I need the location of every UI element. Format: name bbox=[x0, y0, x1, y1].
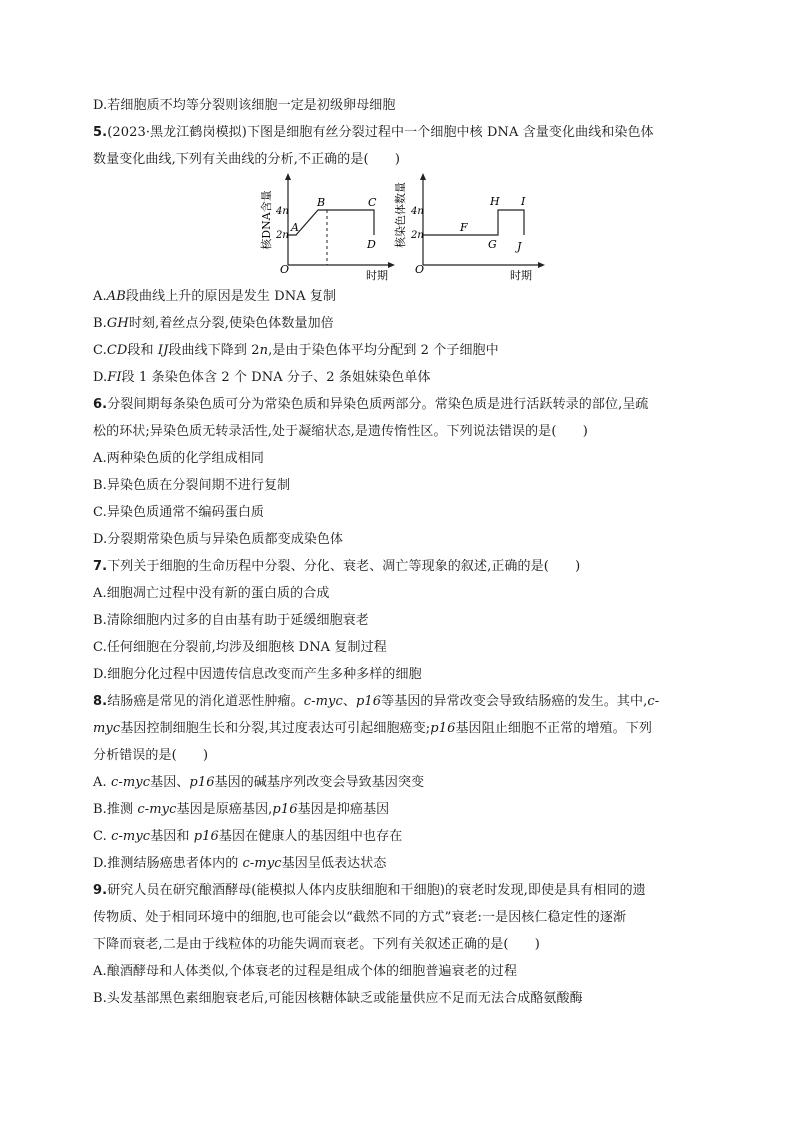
q8-stem1-c: 等基因的异常改变会导致结肠癌的发生。其中, bbox=[381, 694, 648, 709]
q7-option-a bbox=[93, 585, 734, 603]
q8-stem2-b: 基因阻止细胞不正常的增殖。下列 bbox=[455, 721, 652, 736]
q7-option-d bbox=[93, 666, 734, 684]
q5-c-mid2: 段曲线下降到 2 bbox=[168, 343, 260, 358]
left-tick-2n: 2n bbox=[276, 230, 289, 241]
q8-b-mid: 基因是原癌基因, bbox=[176, 802, 273, 817]
q8-stem1-gene2: p16 bbox=[355, 694, 382, 709]
q7-a-text: A.细胞凋亡过程中没有新的蛋白质的合成 bbox=[93, 586, 330, 601]
q8-c-prefix: C. bbox=[93, 829, 112, 844]
q5-stem1: (2023·黑龙江鹤岗模拟)下图是细胞有丝分裂过程中一个细胞中核 DNA 含量变化曲线和染色体 bbox=[107, 125, 654, 140]
q9-b-text: B.头发基部黑色素细胞衰老后,可能因核糖体缺乏或能量供应不足而无法合成酪氨酸酶 bbox=[93, 991, 583, 1006]
point-d: D bbox=[367, 238, 376, 251]
q8-option-a bbox=[93, 774, 734, 792]
q5-option-b bbox=[93, 315, 734, 333]
q7-option-c bbox=[93, 639, 734, 657]
q6-c-text: C.异染色质通常不编码蛋白质 bbox=[93, 505, 265, 520]
q5-d-text: 段 1 条染色体含 2 个 DNA 分子、2 条姐妹染色单体 bbox=[121, 370, 431, 385]
q5-stem2: 数量变化曲线,下列有关曲线的分析,不正确的是( ) bbox=[93, 152, 401, 167]
q4-option-d bbox=[93, 97, 734, 115]
q6-stem1: 分裂间期每条染色质可分为常染色质和异染色质两部分。常染色质是进行活跃转录的部位,呈疏 bbox=[107, 397, 649, 412]
q5-b-text: 时刻,着丝点分裂,使染色体数量加倍 bbox=[128, 316, 334, 331]
q6-option-a bbox=[93, 450, 734, 468]
q5-a-segment: AB bbox=[106, 289, 126, 304]
q8-d-prefix: D.推测结肠癌患者体内的 bbox=[93, 856, 243, 871]
right-tick-2n: 2n bbox=[411, 230, 424, 241]
point-c: C bbox=[368, 196, 377, 209]
q8-stem1-a: 结肠癌是常见的消化道恶性肿瘤。 bbox=[107, 694, 304, 709]
chromosome-curve bbox=[423, 210, 524, 235]
q8-stem-line1 bbox=[93, 693, 734, 711]
q8-stem1-gene3: c- bbox=[647, 694, 660, 709]
q8-a-gene1: c-myc bbox=[110, 775, 151, 790]
q8-a-mid: 基因、 bbox=[150, 775, 190, 790]
right-x-label: 时期 bbox=[510, 269, 532, 282]
left-y-label: 核DNA含量 bbox=[260, 190, 273, 250]
q7-stem bbox=[93, 558, 734, 576]
q5-c-seg2: IJ bbox=[157, 343, 169, 358]
q7-number: 7. bbox=[93, 559, 108, 574]
q8-d-text: 基因呈低表达状态 bbox=[281, 856, 387, 871]
q8-a-gene2: p16 bbox=[189, 775, 215, 790]
q8-c-text: 基因在健康人的基因组中也存在 bbox=[218, 829, 403, 844]
q5-number: 5. bbox=[93, 125, 108, 140]
q8-number: 8. bbox=[93, 694, 108, 709]
point-i: I bbox=[521, 195, 526, 208]
q4-option-d-text: D.若细胞质不均等分裂则该细胞一定是初级卵母细胞 bbox=[93, 98, 396, 113]
q6-stem-line2 bbox=[93, 423, 734, 441]
q5-d-segment: FI bbox=[107, 370, 122, 385]
q5-a-text: 段曲线上升的原因是发生 DNA 复制 bbox=[125, 289, 337, 304]
q9-option-a bbox=[93, 963, 734, 981]
left-x-label: 时期 bbox=[366, 269, 388, 282]
point-f: F bbox=[460, 221, 468, 234]
q8-c-gene1: c-myc bbox=[111, 829, 151, 844]
q8-a-text: 基因的碱基序列改变会导致基因突变 bbox=[214, 775, 425, 790]
right-y-label: 核染色体数量 bbox=[394, 182, 407, 248]
q7-stem-text: 下列关于细胞的生命历程中分裂、分化、衰老、凋亡等现象的叙述,正确的是( ) bbox=[107, 559, 581, 574]
q9-stem3: 下降而衰老,二是由于线粒体的功能失调而衰老。下列有关叙述正确的是( ) bbox=[93, 937, 540, 952]
q5-b-segment: GH bbox=[106, 316, 129, 331]
q8-stem3: 分析错误的是( ) bbox=[93, 748, 209, 763]
point-a: A bbox=[291, 221, 299, 234]
right-tick-4n: 4n bbox=[411, 206, 424, 217]
q9-stem-line1 bbox=[93, 882, 734, 900]
chromosome-number-graph bbox=[393, 173, 545, 282]
q6-option-b bbox=[93, 477, 734, 495]
q6-b-text: B.异染色质在分裂间期不进行复制 bbox=[93, 478, 291, 493]
q9-number: 9. bbox=[93, 883, 108, 898]
q5-c-text: ,是由于染色体平均分配到 2 个子细胞中 bbox=[268, 343, 499, 358]
q5-c-mid1: 段和 bbox=[127, 343, 158, 358]
q8-option-d bbox=[93, 855, 734, 873]
q8-c-mid: 基因和 bbox=[150, 829, 194, 844]
q5-option-c bbox=[93, 342, 734, 360]
q6-stem-line1 bbox=[93, 396, 734, 414]
q6-stem2: 松的环状;异染色质无转录活性,处于凝缩状态,是遗传惰性区。下列说法错误的是( ) bbox=[93, 424, 588, 439]
q5-d-prefix: D. bbox=[93, 370, 108, 385]
q5-stem-line1 bbox=[93, 124, 734, 142]
q8-stem2-gene2: p16 bbox=[430, 721, 456, 736]
q8-d-gene: c-myc bbox=[242, 856, 282, 871]
left-tick-4n: 4n bbox=[276, 206, 289, 217]
q9-a-text: A.酿酒酵母和人体类似,个体衰老的过程是组成个体的细胞普遍衰老的过程 bbox=[93, 964, 518, 979]
q7-option-b bbox=[93, 612, 734, 630]
q5-graphs bbox=[258, 170, 558, 285]
q8-stem-line2 bbox=[93, 720, 734, 738]
q8-stem-line3 bbox=[93, 747, 734, 765]
q8-c-gene2: p16 bbox=[193, 829, 219, 844]
q5-c-seg1: CD bbox=[106, 343, 128, 358]
q5-figure bbox=[258, 170, 558, 285]
q6-d-text: D.分裂期常染色质与异染色质都变成染色体 bbox=[93, 532, 344, 547]
q8-stem1-gene1: c-myc bbox=[303, 694, 343, 709]
q7-c-text: C.任何细胞在分裂前,均涉及细胞核 DNA 复制过程 bbox=[93, 640, 387, 655]
q5-c-prefix: C. bbox=[93, 343, 107, 358]
q9-stem-line2 bbox=[93, 909, 734, 927]
q6-option-d bbox=[93, 531, 734, 549]
q8-option-c bbox=[93, 828, 734, 846]
left-y-axis-arrow bbox=[285, 173, 291, 180]
dna-curve bbox=[288, 210, 374, 235]
q9-stem2: 传物质、处于相同环境中的细胞,也可能会以“截然不同的方式”衰老:一是因核仁稳定性的逐渐 bbox=[93, 910, 627, 925]
q5-a-prefix: A. bbox=[93, 289, 107, 304]
q9-option-b bbox=[93, 990, 734, 1008]
q7-b-text: B.清除细胞内过多的自由基有助于延缓细胞衰老 bbox=[93, 613, 369, 628]
q5-option-d bbox=[93, 369, 734, 387]
dna-content-graph bbox=[259, 173, 395, 282]
q8-b-gene2: p16 bbox=[272, 802, 298, 817]
right-x-axis-arrow bbox=[538, 262, 545, 268]
point-g: G bbox=[488, 238, 497, 251]
left-origin: O bbox=[280, 263, 290, 276]
q8-b-prefix: B.推测 bbox=[93, 802, 138, 817]
q8-stem2-a: 基因控制细胞生长和分裂,其过度表达可引起细胞癌变; bbox=[120, 721, 431, 736]
right-origin: O bbox=[415, 263, 425, 276]
q8-stem2-gene1: myc bbox=[93, 721, 121, 736]
q8-b-gene1: c-myc bbox=[137, 802, 177, 817]
q5-stem-line2 bbox=[93, 151, 734, 169]
point-b: B bbox=[317, 196, 326, 209]
q8-option-b bbox=[93, 801, 734, 819]
q5-b-prefix: B. bbox=[93, 316, 107, 331]
q8-stem1-b: 、 bbox=[342, 694, 356, 709]
q7-d-text: D.细胞分化过程中因遗传信息改变而产生多种多样的细胞 bbox=[93, 667, 422, 682]
q5-c-n: n bbox=[259, 343, 269, 358]
q9-stem-line3 bbox=[93, 936, 734, 954]
q6-option-c bbox=[93, 504, 734, 522]
q6-a-text: A.两种染色质的化学组成相同 bbox=[93, 451, 264, 466]
point-h: H bbox=[490, 195, 500, 208]
right-y-axis-arrow bbox=[420, 173, 426, 180]
q8-b-text: 基因是抑癌基因 bbox=[297, 802, 390, 817]
q5-option-a bbox=[93, 288, 734, 306]
q9-stem1: 研究人员在研究酿酒酵母(能模拟人体内皮肤细胞和干细胞)的衰老时发现,即使是具有相同的遗 bbox=[107, 883, 646, 898]
q8-a-prefix: A. bbox=[93, 775, 111, 790]
q6-number: 6. bbox=[93, 397, 108, 412]
left-x-axis-arrow bbox=[388, 262, 395, 268]
point-j: J bbox=[517, 240, 522, 253]
